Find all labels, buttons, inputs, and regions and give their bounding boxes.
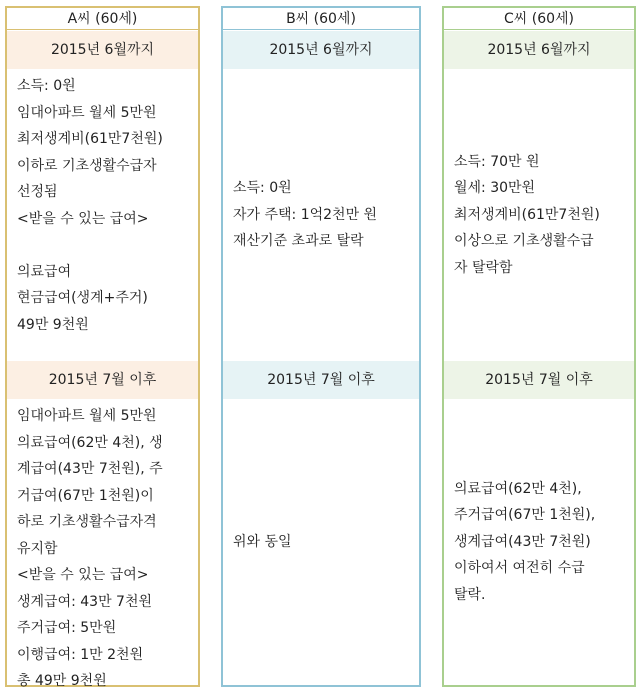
text-line: 소득: 0원: [233, 180, 292, 197]
column-a-header: A씨 (60세): [7, 8, 198, 30]
text-line: 생계급여(43만 7천원): [454, 533, 591, 550]
text-line: 주거급여: 5만원: [17, 620, 117, 636]
text-line: 최저생계비(61만7천원): [454, 206, 600, 223]
column-c-after-body: [444, 399, 634, 685]
text-line: <받을 수 있는 급여>: [17, 567, 149, 583]
text-line: 유지함: [17, 540, 58, 557]
text-line: 월세: 30만원: [454, 180, 536, 197]
text-line: 임대아파트 월세 5만원: [17, 104, 157, 121]
column-b-header: B씨 (60세): [223, 8, 419, 30]
column-a-after-body: [7, 399, 198, 689]
text-line: 소득: 70만 원: [454, 153, 540, 170]
text-line: 위와 동일: [233, 533, 292, 550]
column-c-before-body: [444, 69, 634, 361]
text-line: 선정됨: [17, 184, 58, 200]
text-line: 계급여(43만 7천원), 주: [17, 461, 163, 477]
column-a-after-label: 2015년 7월 이후: [7, 361, 198, 399]
text-line: 현금급여(생계+주거): [17, 290, 148, 306]
text-line: 이하여서 여전히 수급: [454, 560, 585, 577]
column-a: [5, 6, 200, 687]
text-line: 주거급여(67만 1천원),: [454, 507, 596, 524]
column-a-before-label: 2015년 6월까지: [7, 31, 198, 69]
text-line: 거급여(67만 1천원)이: [17, 487, 154, 504]
column-c-before-label: 2015년 6월까지: [444, 31, 634, 69]
column-b-before-label: 2015년 6월까지: [223, 31, 419, 69]
text-line: 이하로 기초생활수급자: [17, 157, 157, 174]
column-a-before-body: [7, 69, 198, 361]
text-line: 의료급여(62만 4천), 생: [17, 434, 163, 451]
column-b-after-body: [223, 399, 419, 685]
text-line: 생계급여: 43만 7천원: [17, 593, 153, 610]
text-line: 소득: 0원: [17, 78, 76, 94]
column-b: [221, 6, 421, 687]
column-b-before-body: [223, 69, 419, 361]
text-line: 총 49만 9천원: [17, 673, 107, 689]
column-c: [442, 6, 636, 687]
text-line: 이행급여: 1만 2천원: [17, 646, 144, 663]
text-line: 의료급여(62만 4천),: [454, 480, 582, 497]
text-line: <받을 수 있는 급여>: [17, 210, 149, 227]
column-c-header: C씨 (60세): [444, 8, 634, 30]
text-line: 하로 기초생활수급자격: [17, 514, 157, 530]
text-line: 자 탈락함: [454, 259, 513, 276]
text-line: 최저생계비(61만7천원): [17, 131, 163, 147]
text-line: 자가 주택: 1억2천만 원: [233, 206, 378, 223]
text-line: 의료급여: [17, 263, 72, 280]
blank-line: [17, 232, 190, 259]
text-line: 탈락.: [454, 586, 486, 603]
text-line: 이상으로 기초생활수급: [454, 233, 594, 250]
column-c-after-label: 2015년 7월 이후: [444, 361, 634, 399]
text-line: 재산기준 초과로 탈락: [233, 233, 364, 250]
column-b-after-label: 2015년 7월 이후: [223, 361, 419, 399]
text-line: 49만 9천원: [17, 316, 89, 333]
text-line: 임대아파트 월세 5만원: [17, 408, 157, 424]
